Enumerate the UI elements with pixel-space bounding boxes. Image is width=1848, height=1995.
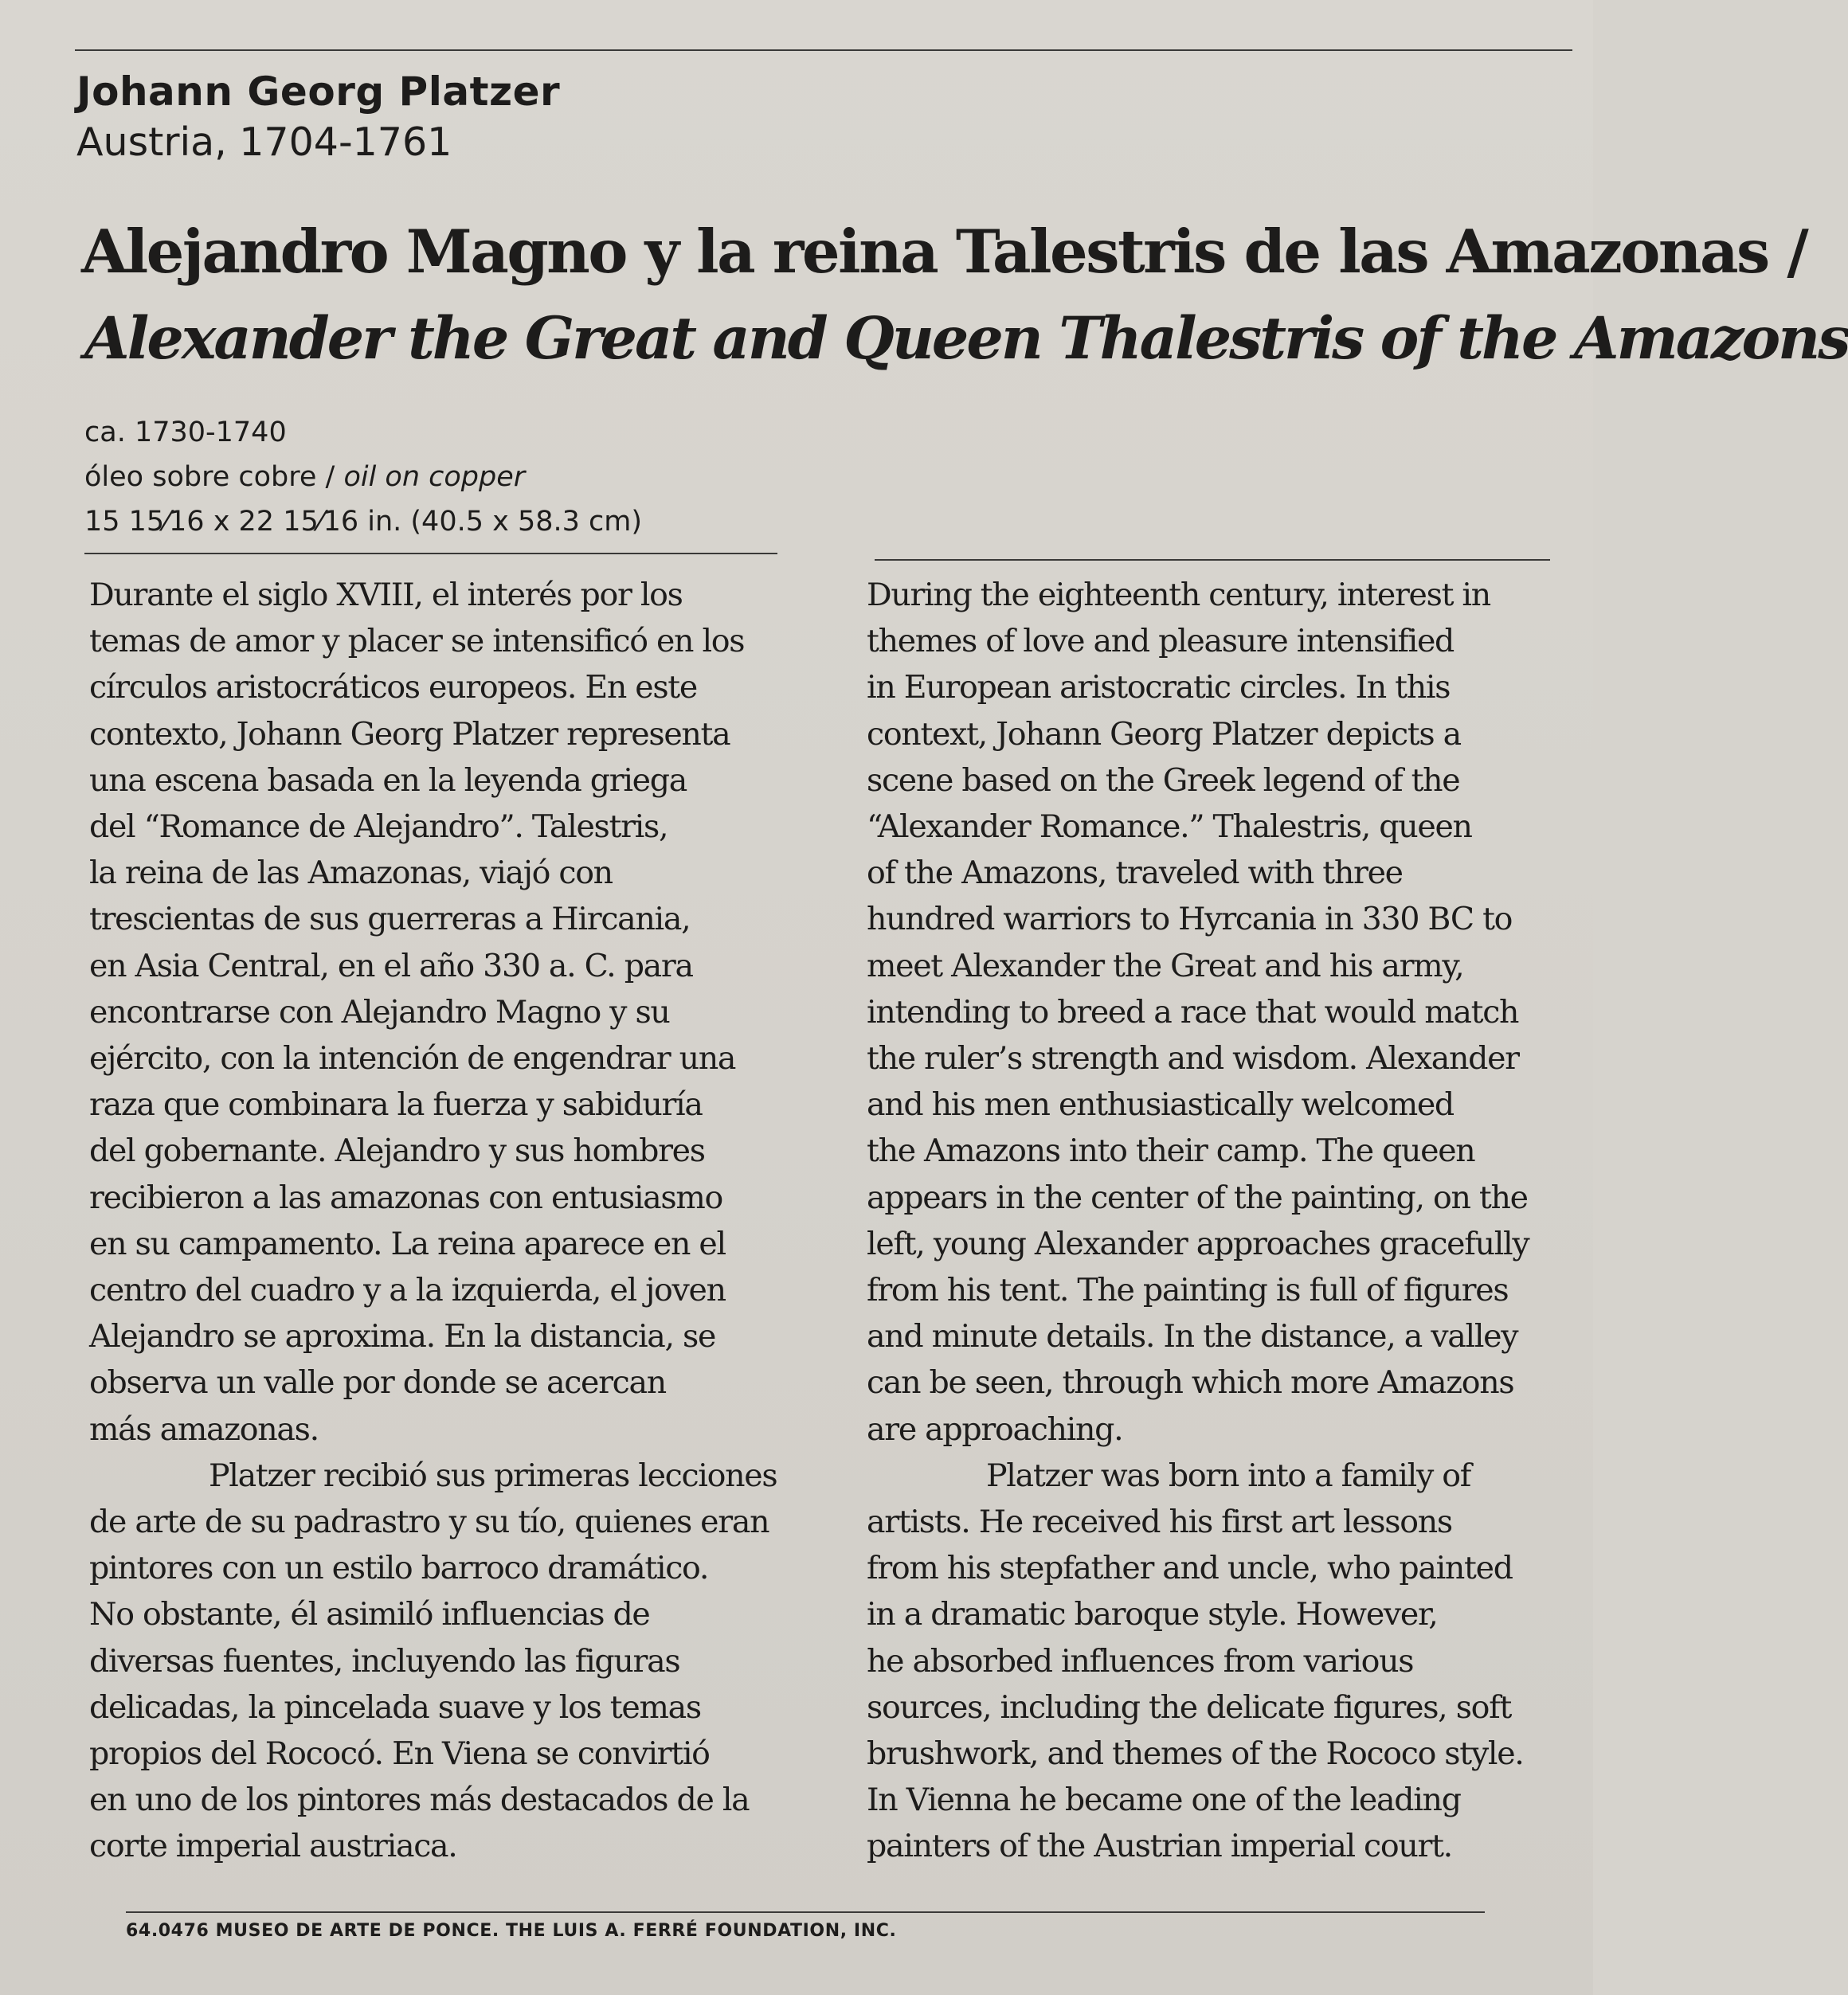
text-line: can be seen, through which more Amazons [867, 1364, 1514, 1402]
text-line: Durante el siglo XVIII, el interés por los [89, 577, 683, 613]
text-line: Alejandro se aproxima. En la distancia, se [89, 1318, 716, 1355]
text-line: temas de amor y placer se intensificó en los [89, 623, 745, 660]
text-line: brushwork, and themes of the Rococo style. [867, 1735, 1524, 1773]
text-line: During the eighteenth century, interest in [867, 577, 1490, 613]
divider-english-column [875, 559, 1550, 561]
text-line: corte imperial austriaca. [89, 1828, 457, 1865]
artist-origin: Austria, 1704-1761 [76, 119, 452, 165]
text-line: encontrarse con Alejandro Magno y su [89, 993, 670, 1031]
artwork-medium [84, 455, 642, 499]
text-line: propios del Rococó. En Viena se convirtió [89, 1735, 710, 1773]
text-line: Platzer recibió sus primeras lecciones [209, 1457, 777, 1494]
divider-spanish-column [84, 553, 777, 554]
english-paragraph-2 [867, 1453, 1528, 1870]
text-line: diversas fuentes, incluyendo las figuras [89, 1642, 680, 1680]
text-line: from his stepfather and uncle, who painted [867, 1550, 1513, 1587]
text-line: centro del cuadro y a la izquierda, el joven [89, 1272, 726, 1309]
text-line: intending to breed a race that would match [867, 993, 1519, 1031]
text-line: from his tent. The painting is full of figures [867, 1272, 1509, 1309]
text-line: left, young Alexander approaches gracefully [867, 1225, 1529, 1262]
text-line: Platzer was born into a family of [986, 1457, 1471, 1494]
text-line: ejército, con la intención de engendrar una [89, 1040, 736, 1078]
text-line: en uno de los pintores más destacados de la [89, 1782, 750, 1819]
medium-spanish: óleo sobre cobre / [84, 461, 344, 493]
text-line: en Asia Central, en el año 330 a. C. para [89, 947, 693, 984]
text-line: pintores con un estilo barroco dramático. [89, 1550, 709, 1587]
artist-name: Johann Georg Platzer [76, 68, 561, 115]
text-line: context, Johann Georg Platzer depicts a [867, 715, 1461, 753]
text-line: artists. He received his first art lessons [867, 1504, 1452, 1541]
english-paragraph-1 [867, 572, 1528, 1453]
title-spanish: Alejandro Magno y la reina Talestris de las Amazonas / [81, 217, 1807, 287]
credit-line: 64.0476 MUSEO DE ARTE DE PONCE. THE LUIS A. FERRÉ FOUNDATION, INC. [126, 1921, 897, 1941]
text-line: appears in the center of the painting, on the [867, 1179, 1528, 1216]
text-line: más amazonas. [89, 1410, 319, 1448]
text-line: trescientas de sus guerreras a Hircania, [89, 901, 691, 938]
text-line: hundred warriors to Hyrcania in 330 BC to [867, 901, 1513, 938]
artwork-details [84, 410, 642, 544]
text-line: círculos aristocráticos europeos. En este [89, 669, 697, 706]
artwork-dimensions: 15 15⁄16 x 22 15⁄16 in. (40.5 x 58.3 cm) [84, 506, 642, 538]
text-line: and his men enthusiastically welcomed [867, 1086, 1454, 1124]
english-text-column [867, 572, 1528, 1870]
text-line: in a dramatic baroque style. However, [867, 1596, 1438, 1633]
title-english: Alexander the Great and Queen Thalestris of the Amazons [84, 304, 1848, 373]
text-line: en su campamento. La reina aparece en el [89, 1225, 726, 1262]
text-line: in European aristocratic circles. In this [867, 669, 1451, 706]
text-line: and minute details. In the distance, a valley [867, 1318, 1518, 1355]
text-line: meet Alexander the Great and his army, [867, 947, 1464, 984]
medium-english: oil on copper [343, 461, 526, 493]
text-line: la reina de las Amazonas, viajó con [89, 855, 613, 892]
text-line: of the Amazons, traveled with three [867, 855, 1403, 892]
text-line: una escena basada en la leyenda griega [89, 761, 687, 799]
text-line: de arte de su padrastro y su tío, quienes eran [89, 1504, 769, 1541]
spanish-paragraph-1 [89, 572, 790, 1453]
text-line: painters of the Austrian imperial court. [867, 1828, 1452, 1865]
text-line: del “Romance de Alejandro”. Talestris, [89, 808, 668, 846]
text-line: In Vienna he became one of the leading [867, 1782, 1461, 1819]
text-line: themes of love and pleasure intensified [867, 623, 1455, 660]
text-line: the ruler’s strength and wisdom. Alexander [867, 1040, 1519, 1078]
text-line: “Alexander Romance.” Thalestris, queen [867, 808, 1472, 846]
text-line: sources, including the delicate figures, soft [867, 1688, 1512, 1726]
text-line: are approaching. [867, 1410, 1123, 1448]
spanish-paragraph-2 [89, 1453, 790, 1870]
spanish-text-column [89, 572, 790, 1870]
text-line: raza que combinara la fuerza y sabiduría [89, 1086, 703, 1124]
artwork-date: ca. 1730-1740 [84, 417, 287, 448]
text-line: the Amazons into their camp. The queen [867, 1132, 1475, 1170]
credit-divider [126, 1911, 1485, 1913]
text-line: No obstante, él asimiló influencias de [89, 1596, 650, 1633]
text-line: del gobernante. Alejandro y sus hombres [89, 1132, 705, 1170]
text-line: observa un valle por donde se acercan [89, 1364, 666, 1402]
text-line: contexto, Johann Georg Platzer representa [89, 715, 730, 753]
top-divider [75, 49, 1572, 51]
text-line: recibieron a las amazonas con entusiasmo [89, 1179, 723, 1216]
text-line: he absorbed influences from various [867, 1642, 1414, 1680]
text-line: scene based on the Greek legend of the [867, 761, 1460, 799]
text-line: delicadas, la pincelada suave y los temas [89, 1688, 701, 1726]
